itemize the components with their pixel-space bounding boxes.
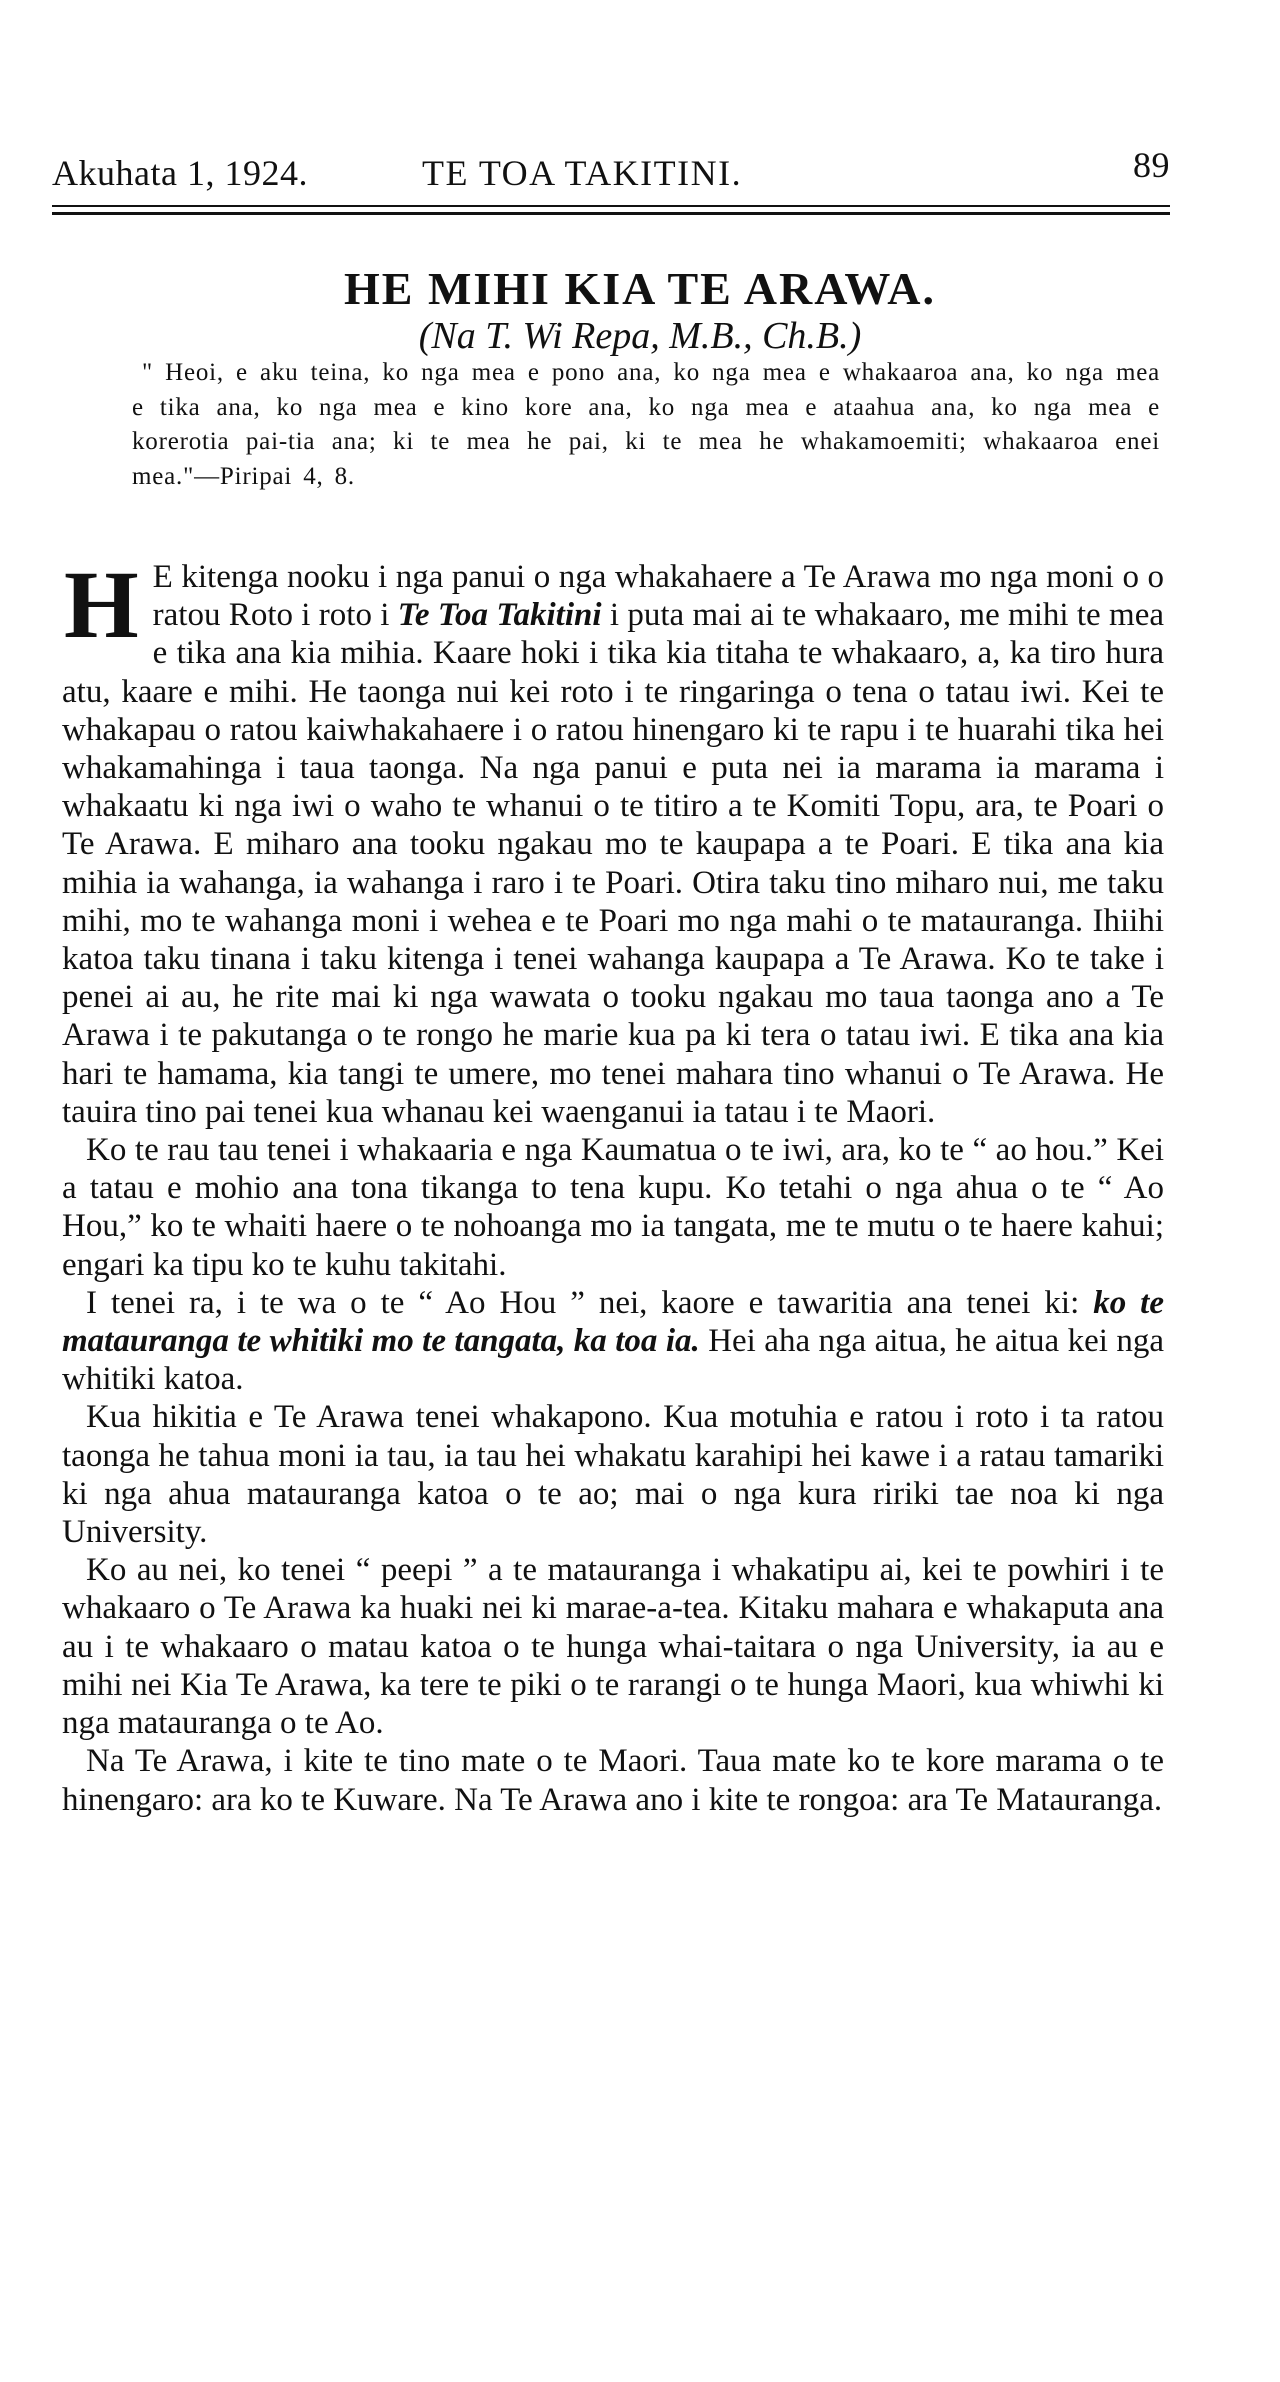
article-byline: (Na T. Wi Repa, M.B., Ch.B.) [418, 315, 862, 357]
article-title: HE MIHI KIA TE ARAWA. [343, 263, 936, 314]
page-number: 89 [1133, 145, 1170, 185]
paragraph-5: Ko au nei, ko tenei “ peepi ” a te matauranga i whakatipu ai, kei te powhiri i te whakaaro o Te Arawa ka huaki nei ki marae-a-tea. Kitaku mahara e whakaputa ana au i te whakaaro o matau katoa o te hunga whai-taitara o nga University, ia au e mihi nei Kia Te Arawa, ka tere te piki o te rarangi o te hunga Maori, kua whiwhi ki nga matauranga o te Ao. [62, 1552, 1164, 1742]
article-body [62, 551, 1164, 1819]
paragraph-3-text-b: Hei aha nga aitua, he aitua kei nga whitiki katoa. [62, 1323, 1164, 1398]
paragraph-1-text-b: i puta mai ai te whakaaro, me mihi te mea e tika ana kia mihia. Kaare hoki i tika kia titaha te whakaaro, a, ka tiro hura atu, kaare e mihi. He taonga nui kei roto i te ringaringa o tena o tatau iwi. Kei te whakapau o ratou kaiwhakahaere i o ratou hinengaro ki te rapu i te huarahi tika hei whakamahinga i taua taonga. Na nga panui e puta nei ia marama ia marama i whakaatu ki nga iwi o waho te whanui o te titiro a te Komiti Topu, ara, te Poari o Te Arawa. E miharo ana tooku ngakau mo te kaupapa a te Poari. E tika ana kia mihia ia wahanga, ia wahanga i raro i te Poari. Otira taku tino miharo nui, me taku mihi, mo te wahanga moni i wehea e te Poari mo nga mahi o te matauranga. Ihiihi katoa taku tinana i taku kitenga i tenei wahanga kaupapa a Te Arawa. Ko te take i penei ai au, he rite mai ki nga wawata o tooku ngakau mo taua taonga ano a Te Arawa i te pakutanga o te rongo he marie kua pa ki tera o tatau iwi. E tika ana kia hari te hamama, kia tangi te umere, mo tenei mahara tino whanui o Te Arawa. He tauira tino pai tenei kua whanau kei waenganui ia tatau i te Maori. [62, 597, 1164, 1130]
running-header [52, 145, 1170, 200]
header-rule-thin [52, 205, 1170, 207]
drop-cap: H [64, 551, 139, 658]
paragraph-2: Ko te rau tau tenei i whakaaria e nga Kaumatua o te iwi, ara, ko te “ ao hou.” Kei a tatau e mohio ana tona tikanga to tena kupu. Ko tetahi o nga ahua o te “ Ao Hou,” ko te whaiti haere o te nohoanga mo ia tangata, me te mutu o te haere kahui; engari ka tipu ko te kuhu takitahi. [62, 1132, 1164, 1283]
paragraph-3-text-a: I tenei ra, i te wa o te “ Ao Hou ” nei, kaore e tawaritia ana tenei ki: [86, 1284, 1094, 1321]
paragraph-1 [62, 551, 1164, 1131]
paragraph-4: Kua hikitia e Te Arawa tenei whakapono. Kua motuhia e ratou i roto i ta ratou taonga he tahua moni ia tau, ia tau hei whakatu karahipi hei kawe i a ratau tamariki ki nga ahua matauranga katoa o te ao; mai o nga kura ririki tae noa ki nga University. [62, 1399, 1164, 1551]
epigraph-quote [132, 356, 1160, 494]
header-rule-thick [52, 212, 1170, 215]
paragraph-6: Na Te Arawa, i kite te tino mate o te Maori. Taua mate ko te kore marama o te hinengaro: ara ko te Kuware. Na Te Arawa ano i kite te rongoa: ara Te Matauranga. [62, 1743, 1164, 1818]
publication-title: TE TOA TAKITINI. [422, 153, 743, 193]
paragraph-1-italic: Te Toa Takitini [397, 597, 602, 634]
paragraph-3 [62, 1284, 1164, 1399]
paragraph-1-text-a: E kitenga nooku i nga panui o nga whakahaere a Te Arawa mo nga moni o o ratou Roto i roto i [152, 559, 1164, 634]
issue-date: Akuhata 1, 1924. [52, 153, 308, 193]
epigraph-text: " Heoi, e aku teina, ko nga mea e pono ana, ko nga mea e whakaaroa ana, ko nga mea e tika ana, ko nga mea e kino kore ana, ko nga mea e ataahua ana, ko nga mea e korerotia pai-tia ana; ki te mea he pai, ki te mea he whakamoemiti; whakaaroa enei mea."—Piripai 4, 8. [132, 359, 1160, 490]
paragraph-3-italic: ko te matauranga te whitiki mo te tangata, ka toa ia. [62, 1284, 1164, 1360]
